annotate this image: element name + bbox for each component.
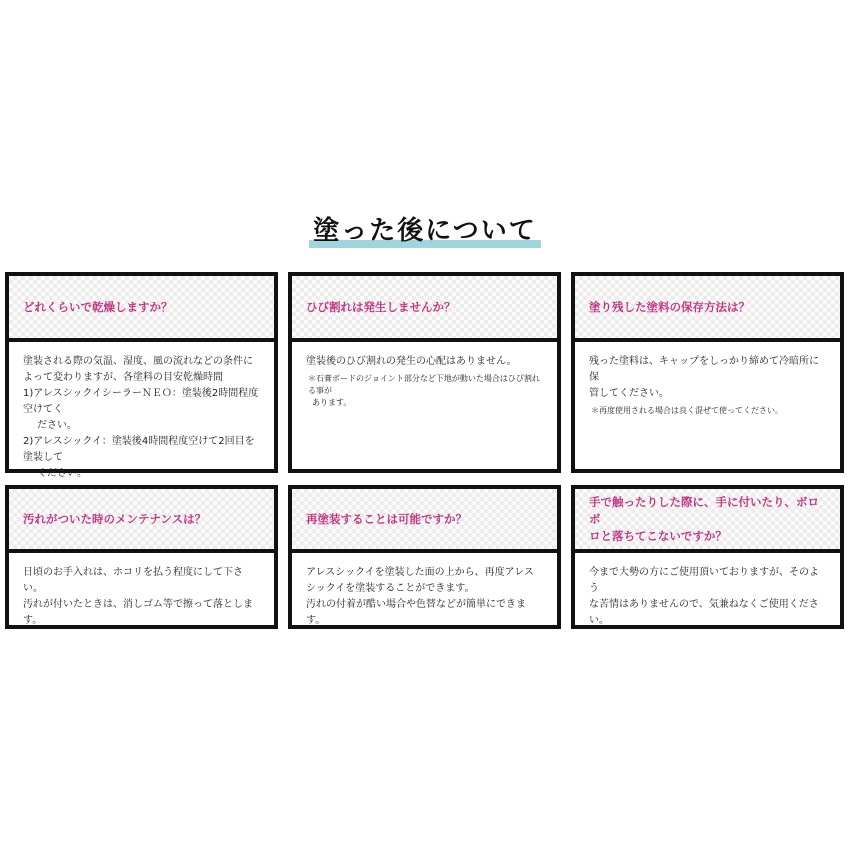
answer-line: ださい。 — [37, 420, 77, 431]
section-title-text: 塗った後について — [313, 216, 537, 246]
faq-question: ひび割れは発生しませんか？ — [306, 299, 456, 314]
answer-note: あります。 — [312, 398, 352, 407]
answer-line: よって変わりますが、各塗料の目安乾燥時間 — [23, 372, 223, 383]
faq-answer — [292, 342, 557, 409]
faq-question — [589, 494, 826, 545]
answer-line: 残った塗料は、キャップをしっかり締めて冷暗所に保 — [589, 356, 819, 383]
answer-line: 汚れの付着が酷い場合や色替などが簡単にできます。 — [306, 599, 526, 626]
answer-line: 今まで大勢の方にご使用頂いておりますが、そのよう — [589, 567, 819, 594]
faq-question: どれくらいで乾燥しますか？ — [23, 299, 173, 314]
answer-line: 管してください。 — [589, 388, 669, 399]
faq-question-header — [292, 276, 557, 342]
faq-question-line: ロと落ちてこないですか？ — [589, 528, 727, 543]
answer-line: 塗装される際の気温、湿度、風の流れなどの条件に — [23, 356, 253, 367]
faq-card-drying — [5, 272, 278, 479]
faq-question: 汚れがついた時のメンテナンスは？ — [23, 511, 207, 526]
answer-line: な苦情はありませんので、気兼ねなくご使用くださ — [589, 599, 819, 610]
faq-card-cracks — [288, 272, 561, 473]
faq-card-storage — [571, 272, 844, 473]
faq-question-header — [9, 276, 274, 342]
answer-note: ＊再度使用される場合は良く混ぜて使ってください。 — [591, 406, 783, 415]
faq-card-powdering — [571, 485, 844, 629]
faq-question-header — [292, 489, 557, 553]
faq-card-maintenance — [5, 485, 278, 629]
faq-answer — [292, 553, 557, 629]
answer-line: 汚れが付いたときは、消しゴム等で擦って落としま — [23, 599, 253, 610]
faq-question: 再塗装することは可能ですか？ — [306, 511, 467, 526]
answer-line: 2)アレスシックイ：塗装後4時間程度空けて2回目を塗装して — [23, 436, 255, 463]
answer-line: アレスシックイを塗装した面の上から、再度アレス — [306, 567, 534, 578]
answer-note: ＊石膏ボードのジョイント部分など下地が動いた場合はひび割れる事が — [308, 374, 540, 395]
answer-line: シックイを塗装することができます。 — [306, 583, 475, 594]
faq-question-header — [575, 276, 840, 342]
answer-line: 1)アレスシックイシーラーＮＥＯ：塗装後2時間程度空けてく — [23, 388, 259, 415]
section-title — [309, 214, 540, 248]
faq-answer — [575, 553, 840, 629]
faq-question: 塗り残した塗料の保存方法は？ — [589, 299, 750, 314]
answer-line: す。 — [23, 615, 43, 626]
faq-card-recoating — [288, 485, 561, 629]
faq-question-line: 手で触ったりした際に、手に付いたり、ボロボ — [589, 494, 819, 526]
answer-line: い。 — [589, 615, 609, 626]
faq-answer — [9, 342, 274, 497]
answer-line: ください。 — [37, 468, 87, 479]
faq-answer — [9, 553, 274, 629]
section-title-wrap — [0, 214, 850, 248]
answer-line: 日頃のお手入れは、ホコリを払う程度にして下さい。 — [23, 567, 243, 594]
faq-answer — [575, 342, 840, 417]
faq-question-header — [9, 489, 274, 553]
faq-question-header — [575, 489, 840, 553]
answer-line: 塗装後のひび割れの発生の心配はありません。 — [306, 356, 517, 367]
